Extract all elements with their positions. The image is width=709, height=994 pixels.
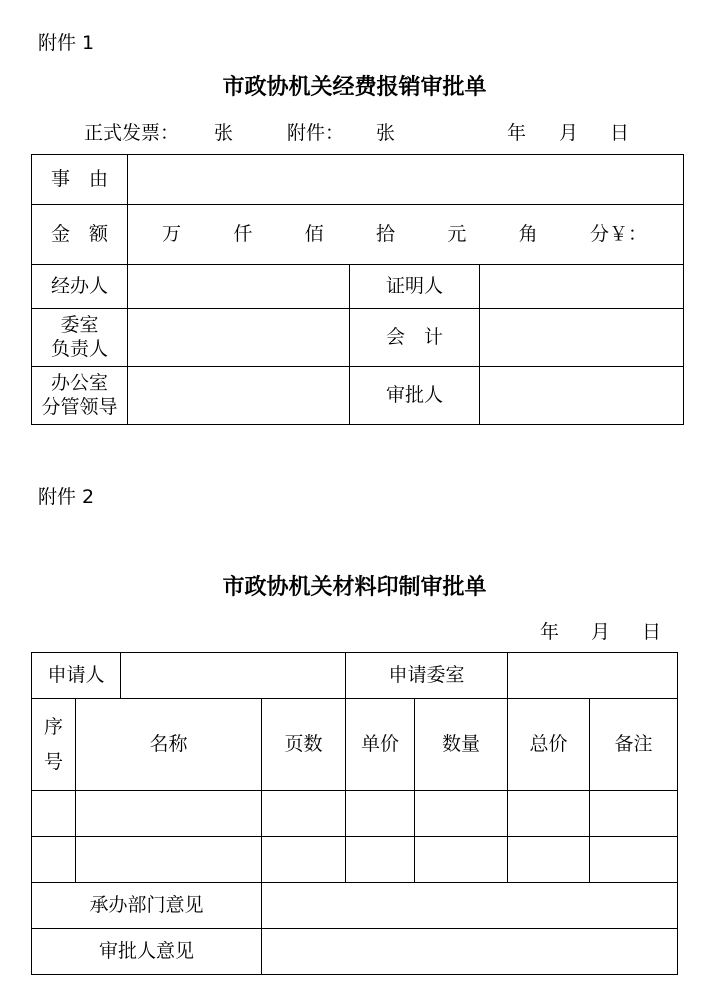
applicant-label: 申请人 [32, 653, 121, 699]
printing-form-title: 市政协机关材料印制审批单 [222, 575, 487, 600]
unit-wan: 万 [162, 222, 182, 245]
accountant-label: 会 计 [350, 309, 480, 367]
witness-field[interactable] [480, 265, 684, 309]
amount-label: 金 额 [32, 205, 128, 265]
dept-opinion-field[interactable] [262, 883, 678, 929]
date2-month: 月 [591, 621, 611, 643]
table-row [32, 791, 678, 837]
unit-jiao: 角 [518, 222, 538, 245]
handler-field[interactable] [128, 265, 350, 309]
date-month: 月 [559, 122, 579, 144]
date2-year: 年 [540, 621, 560, 643]
approver-opinion-label: 审批人意见 [32, 929, 262, 975]
printing-approval-table [31, 652, 678, 975]
expense-approval-table [31, 154, 684, 425]
applicant-committee-label: 申请委室 [346, 653, 508, 699]
unit-bai: 佰 [304, 222, 324, 245]
date2-day: 日 [642, 621, 662, 643]
dept-opinion-label: 承办部门意见 [32, 883, 262, 929]
pages-header: 页数 [262, 699, 346, 791]
unit-price-header: 单价 [346, 699, 415, 791]
unit-fen-yen: 分￥： [589, 222, 647, 245]
unit-shi: 拾 [375, 222, 395, 245]
attachment-2-label: 附件 2 [38, 486, 95, 508]
office-head-label: 办公室 分管领导 [32, 367, 128, 425]
approver-label: 审批人 [350, 367, 480, 425]
unit-yuan: 元 [447, 222, 467, 245]
remarks-header: 备注 [590, 699, 678, 791]
committee-head-field[interactable] [128, 309, 350, 367]
reason-field[interactable] [128, 155, 684, 205]
date-year: 年 [507, 122, 527, 144]
committee-head-label: 委室 负责人 [32, 309, 128, 367]
seq-header: 序 号 [32, 699, 76, 791]
office-head-field[interactable] [128, 367, 350, 425]
attachment-1-label: 附件 1 [38, 32, 95, 54]
quantity-header: 数量 [415, 699, 508, 791]
amount-field[interactable] [128, 205, 684, 265]
attach-label: 附件： [287, 122, 345, 144]
approver-opinion-field[interactable] [262, 929, 678, 975]
unit-qian: 仟 [233, 222, 253, 245]
table-row [32, 837, 678, 883]
expense-form-title: 市政协机关经费报销审批单 [222, 75, 487, 100]
handler-label: 经办人 [32, 265, 128, 309]
invoice-label: 正式发票： [84, 122, 180, 144]
applicant-field[interactable] [121, 653, 346, 699]
approver-field[interactable] [480, 367, 684, 425]
attach-unit: 张 [376, 122, 396, 144]
total-price-header: 总价 [508, 699, 590, 791]
applicant-committee-field[interactable] [508, 653, 678, 699]
name-header: 名称 [76, 699, 262, 791]
invoice-unit: 张 [214, 122, 234, 144]
accountant-field[interactable] [480, 309, 684, 367]
witness-label: 证明人 [350, 265, 480, 309]
reason-label: 事 由 [32, 155, 128, 205]
date-day: 日 [610, 122, 630, 144]
